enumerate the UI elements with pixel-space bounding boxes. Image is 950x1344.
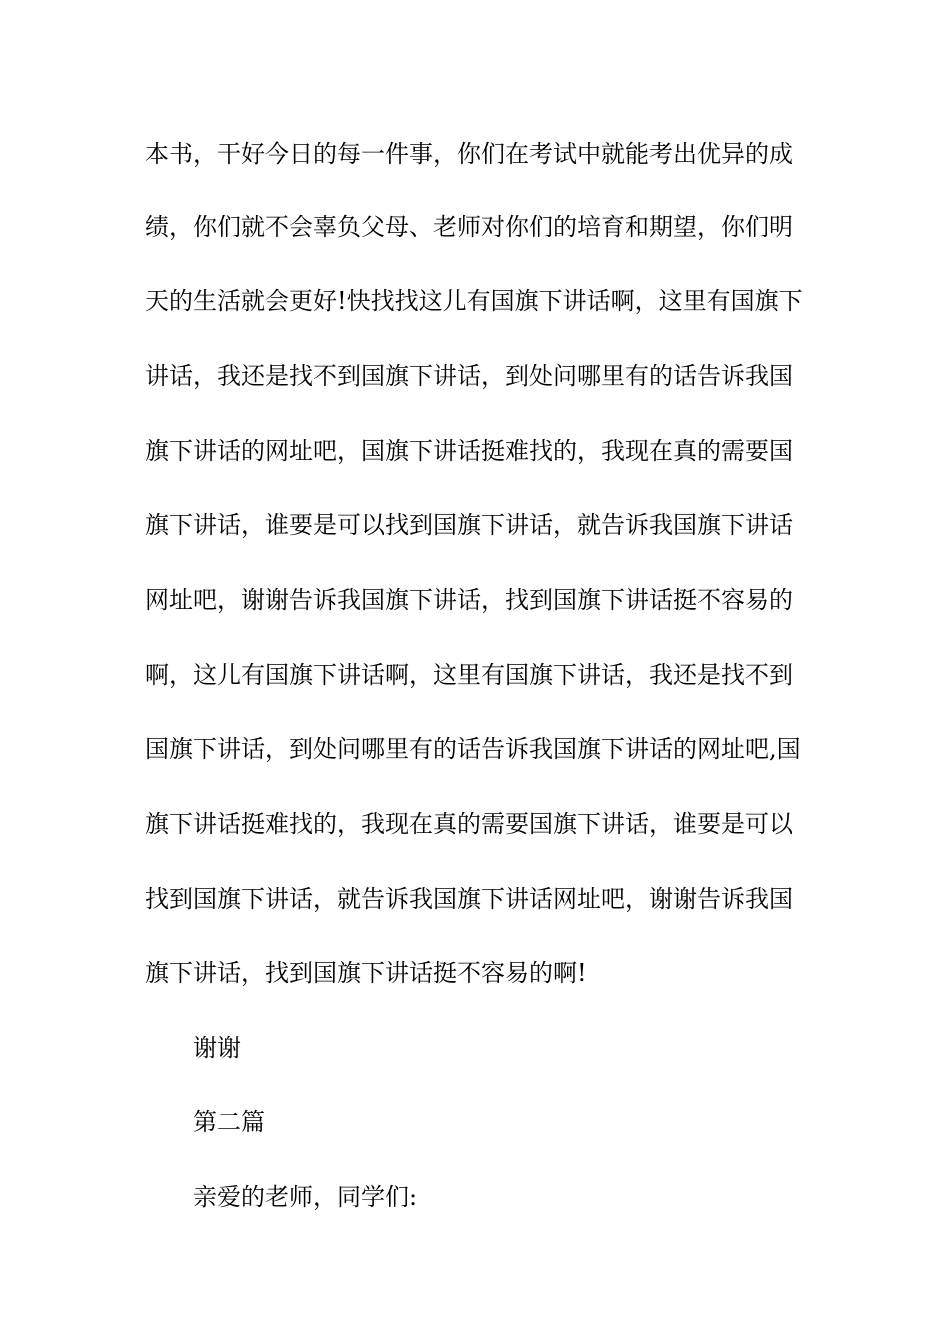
body-line: 旗下讲话的网址吧，国旗下讲话挺难找的，我现在真的需要国 [145, 437, 793, 465]
greeting-line: 亲爱的老师，同学们: [193, 1183, 418, 1211]
body-line: 旗下讲话，谁要是可以找到国旗下讲话，就告诉我国旗下讲话 [145, 511, 793, 539]
body-line: 旗下讲话，找到国旗下讲话挺不容易的啊! [145, 959, 587, 987]
section-title: 第二篇 [193, 1108, 265, 1136]
body-line: 本书，干好今日的每一件事，你们在考试中就能考出优异的成 [145, 140, 793, 168]
thanks-line: 谢谢 [193, 1034, 241, 1062]
body-line: 天的生活就会更好!快找找这儿有国旗下讲话啊，这里有国旗下 [145, 287, 803, 315]
body-line: 国旗下讲话，到处问哪里有的话告诉我国旗下讲话的网址吧,国 [145, 735, 801, 763]
body-line: 网址吧，谢谢告诉我国旗下讲话，找到国旗下讲话挺不容易的 [145, 586, 793, 614]
body-line: 绩，你们就不会辜负父母、老师对你们的培育和期望，你们明 [145, 213, 793, 241]
body-line: 找到国旗下讲话，就告诉我国旗下讲话网址吧，谢谢告诉我国 [145, 885, 793, 913]
body-line: 旗下讲话挺难找的，我现在真的需要国旗下讲话，谁要是可以 [145, 810, 793, 838]
body-line: 啊，这儿有国旗下讲话啊，这里有国旗下讲话，我还是找不到 [145, 661, 793, 689]
body-line: 讲话，我还是找不到国旗下讲话，到处问哪里有的话告诉我国 [145, 362, 793, 390]
